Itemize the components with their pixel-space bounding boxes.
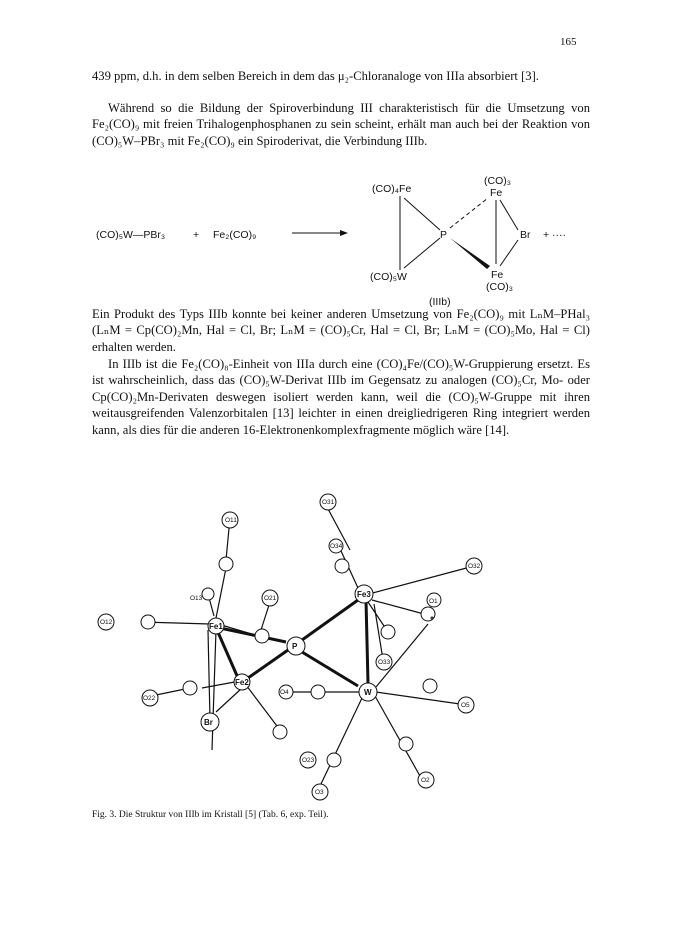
reaction-scheme bbox=[0, 170, 680, 310]
co3-top-label: (CO)₃ bbox=[484, 175, 512, 187]
label-fe2: Fe2 bbox=[235, 678, 249, 687]
label-o11: O11 bbox=[225, 517, 237, 524]
reactant-2: Fe₂(CO)₉ bbox=[213, 229, 257, 241]
atoms bbox=[98, 494, 482, 800]
fe-co4-label: (CO)₄Fe bbox=[372, 183, 412, 195]
fe-top-right-label: Fe bbox=[490, 187, 503, 199]
label-o12: O12 bbox=[100, 619, 113, 626]
compound-label: (IIIb) bbox=[429, 296, 451, 308]
reactant-1: (CO)₅W—PBr₃ bbox=[96, 229, 166, 241]
label-o3: O3 bbox=[315, 789, 324, 796]
wedge-bond bbox=[450, 238, 490, 269]
label-o34: O34 bbox=[330, 543, 343, 550]
label-o13: O13 bbox=[190, 595, 203, 602]
label-w: W bbox=[364, 688, 372, 697]
label-p: P bbox=[292, 642, 298, 651]
paragraph-2: Während so die Bildung der Spiroverbindung III charakteristisch für die Umsetzung von Fe₂(CO)₉ mit freien Trihalogenphosphanen zu sein scheint, erhält man auch bei der Reaktion von (CO)₅W–PBr₃ mit Fe₂(CO)₉ ein Spiroderivat, die Verbindung IIIb. bbox=[92, 101, 590, 148]
paragraph-3: Ein Produkt des Typs IIIb konnte bei keiner anderen Umsetzung von Fe₂(CO)₉ mit LₙM–PHal₃ (LₙM = Cp(CO)₂Mn, Hal = Cl, Br; LₙM = (CO)₅Cr, Hal = Cl, Br; LₙM = (CO)₅Mo, Hal = Cl) erhalten werden. bbox=[92, 307, 590, 354]
label-o5: O5 bbox=[461, 702, 470, 709]
w-co5-label: (CO)₅W bbox=[370, 271, 407, 283]
label-o22: O22 bbox=[143, 695, 156, 702]
fe-bottom-right-label: Fe bbox=[491, 269, 504, 281]
paragraph-4: In IIIb ist die Fe₂(CO)₈-Einheit von IIIa durch eine (CO)₄Fe/(CO)₅W-Gruppierung ersetzt. Es ist wahrscheinlich, dass das (CO)₅W-Derivat IIIb im Gegensatz zu analogen (CO)₅Cr, Mo- oder Cp(CO)₂Mn-Derivaten deswegen isoliert werden kann, weil die (CO)₅W-Gruppe mit ihren weitausgreifenden Valenzorbitalen [13] leichter in einen dreigliedrigeren Ring integriert werden kann, als dies für die anderen 16-Elektronenkomplexfragmente möglich wäre [14]. bbox=[92, 357, 590, 437]
label-o2: O2 bbox=[421, 777, 430, 784]
page-number: 165 bbox=[560, 36, 577, 48]
crystal-structure-figure bbox=[90, 490, 610, 810]
label-o33: O33 bbox=[378, 659, 391, 666]
label-o31: O31 bbox=[322, 499, 335, 506]
bromine-label: Br bbox=[520, 229, 531, 241]
label-o4: O4 bbox=[280, 689, 289, 696]
phosphorus-label: P bbox=[440, 229, 448, 241]
bonds-thin bbox=[142, 507, 474, 786]
reaction-arrow bbox=[292, 230, 348, 236]
co3-bottom-label: (CO)₃ bbox=[486, 281, 514, 293]
plus-dots: + ···· bbox=[543, 229, 567, 241]
figure-caption: Fig. 3. Die Struktur von IIIb im Kristall [5] (Tab. 6, exp. Teil). bbox=[92, 810, 329, 820]
label-fe1: Fe1 bbox=[209, 622, 223, 631]
label-o1: O1 bbox=[429, 598, 438, 605]
label-o23: O23 bbox=[302, 757, 315, 764]
plus-sign: + bbox=[193, 229, 200, 241]
label-o32: O32 bbox=[468, 563, 481, 570]
label-br: Br bbox=[204, 718, 213, 727]
label-fe3: Fe3 bbox=[357, 590, 371, 599]
label-o21: O21 bbox=[264, 595, 277, 602]
paragraph-1: 439 ppm, d.h. in dem selben Bereich in dem das μ₂-Chloranaloge von IIIa absorbiert [3]. bbox=[92, 69, 539, 83]
scheme-bonds bbox=[400, 196, 518, 270]
